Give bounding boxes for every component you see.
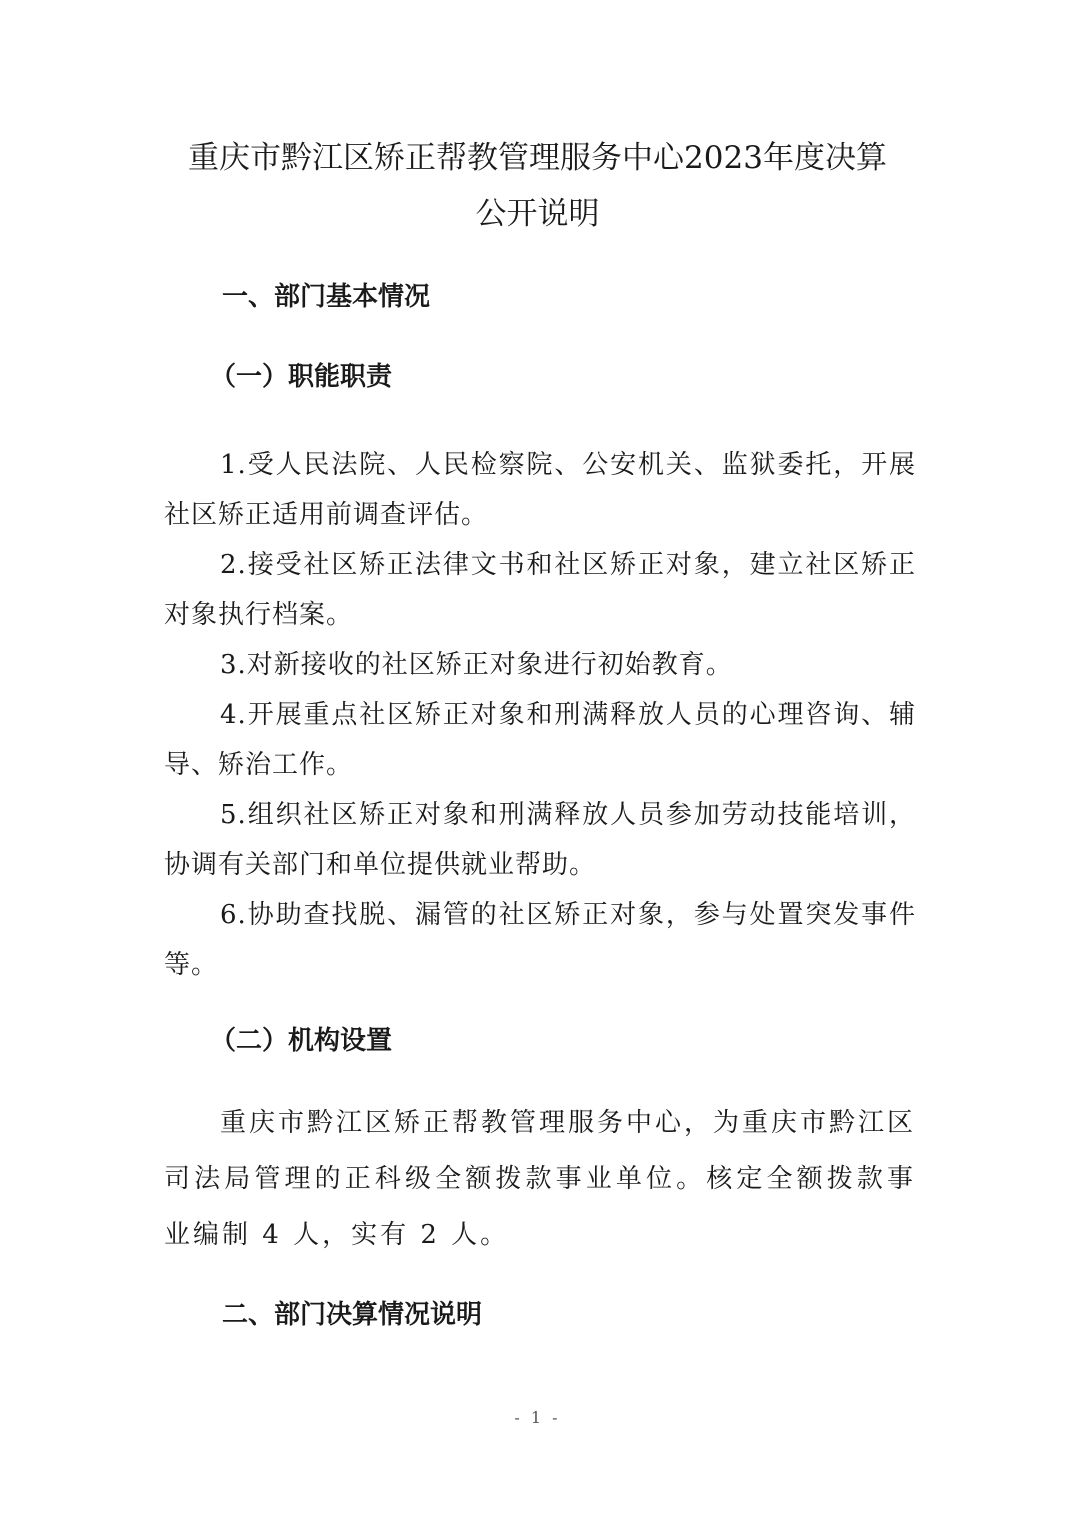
subsection-heading-organization: （二）机构设置 (210, 1026, 393, 1056)
function-item-1: 1.受人民法院、人民检察院、公安机关、监狱委托，开展社区矫正适用前调查评估。 (164, 450, 916, 530)
function-item-5: 5.组织社区矫正对象和刑满释放人员参加劳动技能培训，协调有关部门和单位提供就业帮助。 (164, 800, 916, 880)
page-number: - 1 - (514, 1408, 561, 1427)
function-item-6: 6.协助查找脱、漏管的社区矫正对象，参与处置突发事件等。 (164, 900, 916, 980)
function-item-3: 3.对新接收的社区矫正对象进行初始教育。 (220, 650, 733, 680)
organization-paragraph: 重庆市黔江区矫正帮教管理服务中心，为重庆市黔江区司法局管理的正科级全额拨款事业单位。核定全额拨款事业编制 4 人，实有 2 人。 (164, 1108, 917, 1250)
document-title-line-1: 重庆市黔江区矫正帮教管理服务中心2023年度决算 (188, 140, 887, 176)
document-title-line-2: 公开说明 (475, 196, 600, 232)
section-heading-basic-info: 一、部门基本情况 (222, 282, 431, 312)
section-heading-final-accounts: 二、部门决算情况说明 (222, 1300, 483, 1330)
function-item-4: 4.开展重点社区矫正对象和刑满释放人员的心理咨询、辅导、矫治工作。 (164, 700, 916, 780)
function-item-2: 2.接受社区矫正法律文书和社区矫正对象，建立社区矫正对象执行档案。 (164, 550, 916, 630)
subsection-heading-functions: （一）职能职责 (210, 362, 393, 392)
